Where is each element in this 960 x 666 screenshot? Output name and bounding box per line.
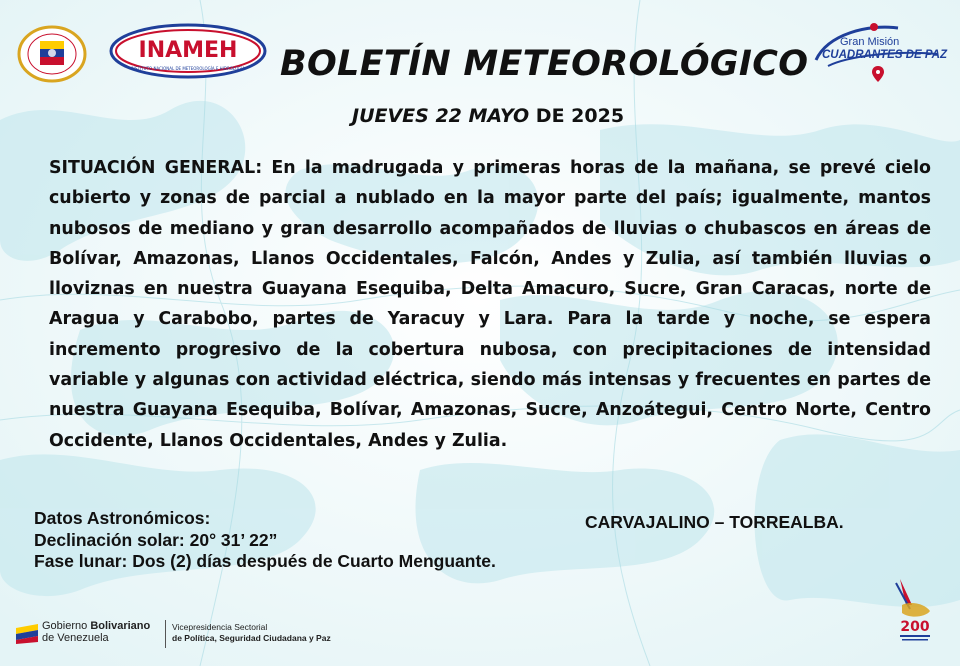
gob-line1-b: Bolivariano xyxy=(90,620,151,632)
inameh-logo-subtext: INSTITUTO NACIONAL DE METEOROLOGÍA E HIDROLOGÍA xyxy=(130,66,246,71)
venezuela-seal-logo xyxy=(16,24,88,84)
authors-signature: CARVAJALINO – TORREALBA. xyxy=(585,512,844,532)
gobierno-bolivariano-logo-text xyxy=(42,620,150,644)
vice-line1: Vicepresidencia Sectorial xyxy=(172,622,268,632)
gm-logo-line1: Gran Misión xyxy=(840,36,900,48)
vice-line2: de Política, Seguridad Ciudadana y Paz xyxy=(172,632,331,643)
gob-line2: de Venezuela xyxy=(42,632,109,644)
inameh-logo-text: INAMEH xyxy=(138,38,238,63)
bulletin-title: BOLETÍN METEOROLÓGICO xyxy=(280,44,809,84)
date-year: DE 2025 xyxy=(529,105,625,127)
astronomical-heading: Datos Astronómicos: xyxy=(34,508,211,528)
venezuela-flag-icon xyxy=(14,622,40,644)
inameh-logo xyxy=(108,22,268,80)
situacion-general-text: En la madrugada y primeras horas de la mañana, se prevé cielo cubierto y zonas de parcial a nublado en la mayor parte del país; igualmente, mantos nubosos de mediano y gran desarrollo acompañados de lluvias o chubascos en áreas de Bolívar, Amazonas, Llanos Occidentales, Falcón, Andes y Zulia, así también lluvias o lloviznas en nuestra Guayana Esequiba, Delta Amacuro, Sucre, Gran Caracas, norte de Aragua y Carabobo, partes de Yaracuy y Lara. Para la tarde y noche, se espera incremento progresivo de la cobertura nubosa, con precipitaciones de intensidad variable y algunas con actividad eléctrica, siendo más intensas y frecuentes en partes de nuestra Guayana Esequiba, Bolívar, Amazonas, Sucre, Anzoátegui, Centro Norte, Centro Occidente, Llanos Occidentales, Andes y Zulia. xyxy=(49,158,931,451)
situacion-general-paragraph xyxy=(49,153,931,456)
astronomical-data xyxy=(34,508,496,573)
vicepresidencia-text xyxy=(172,622,331,643)
gob-line1-a: Gobierno xyxy=(42,620,91,632)
gran-mision-cuadrantes-logo xyxy=(808,20,948,84)
date-weekday-day-month: JUEVES 22 MAYO xyxy=(352,105,530,127)
moon-phase: Fase lunar: Dos (2) días después de Cuarto Menguante. xyxy=(34,551,496,571)
emblem-number: 200 xyxy=(900,619,930,635)
gm-logo-line2: CUADRANTES DE PAZ xyxy=(822,49,948,61)
footer-divider xyxy=(165,620,166,648)
bulletin-date xyxy=(352,105,624,127)
situacion-general-label: SITUACIÓN GENERAL: xyxy=(49,158,263,178)
solar-declination: Declinación solar: 20° 31’ 22” xyxy=(34,529,278,550)
bicentenario-emblem-icon xyxy=(890,575,940,647)
